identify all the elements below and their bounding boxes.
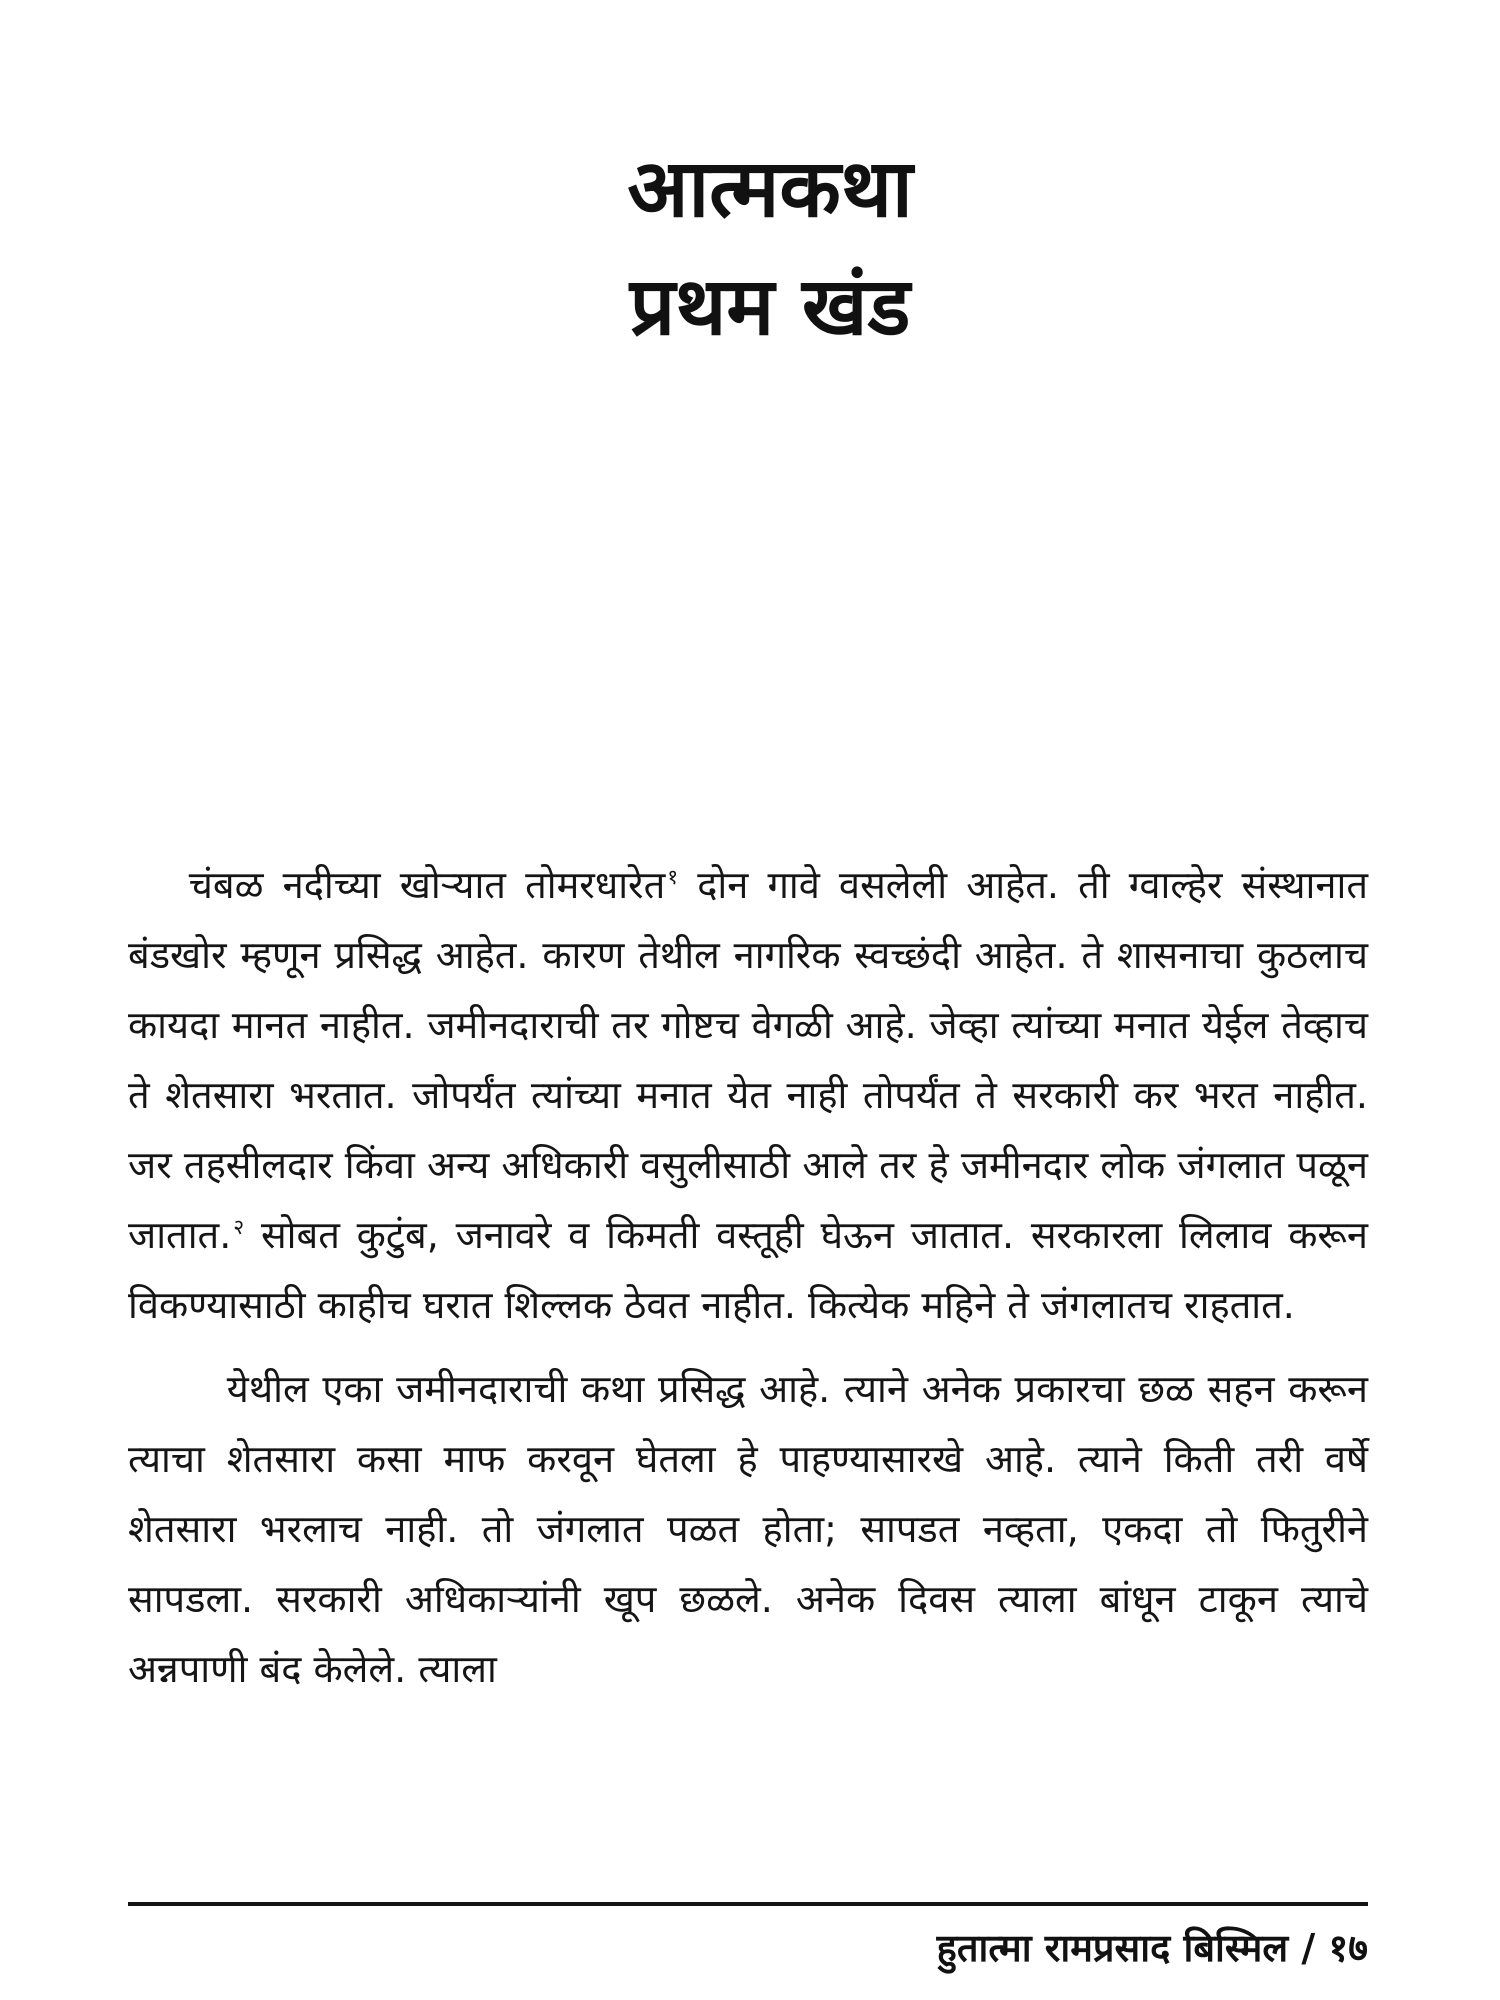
body-text: [128, 850, 1368, 1704]
paragraph-1-part-3: सोबत कुटुंब, जनावरे व किमती वस्तूही घेऊन जातात. सरकारला लिलाव करून विकण्यासाठी काहीच घरात शिल्लक ठेवत नाहीत. कित्येक महिने ते जंगलातच राहतात.: [128, 1213, 1368, 1327]
paragraph-1: [128, 850, 1368, 1340]
chapter-heading: [0, 130, 1500, 366]
paragraph-2: येथील एका जमीनदाराची कथा प्रसिद्ध आहे. त्याने अनेक प्रकारचा छळ सहन करून त्याचा शेतसारा कसा माफ करवून घेतला हे पाहण्यासारखे आहे. त्याने किती तरी वर्षे शेतसारा भरलाच नाही. तो जंगलात पळत होता; सापडत नव्हता, एकदा तो फितुरीने सापडला. सरकारी अधिकाऱ्यांनी खूप छळले. अनेक दिवस त्याला बांधून टाकून त्याचे अन्नपाणी बंद केलेले. त्याला: [128, 1367, 1368, 1691]
running-footer: हुतात्मा रामप्रसाद बिस्मिल / १७: [936, 1926, 1368, 1970]
chapter-subtitle: प्रथम खंड: [629, 260, 911, 353]
chapter-title: आत्मकथा: [627, 142, 913, 235]
footer-divider: [128, 1902, 1368, 1906]
paragraph-1-part-1: चंबळ नदीच्या खोऱ्यात तोमरधारेत: [188, 863, 666, 907]
footnote-marker-1: १: [667, 865, 679, 890]
footnote-marker-2: २: [233, 1215, 245, 1240]
paragraph-1-part-2: दोन गावे वसलेली आहेत. ती ग्वाल्हेर संस्थानात बंडखोर म्हणून प्रसिद्ध आहेत. कारण तेथील नागरिक स्वच्छंदी आहेत. ते शासनाचा कुठलाच कायदा मानत नाहीत. जमीनदाराची तर गोष्टच वेगळी आहे. जेव्हा त्यांच्या मनात येईल तेव्हाच ते शेतसारा भरतात. जोपर्यंत त्यांच्या मनात येत नाही तोपर्यंत ते सरकारी कर भरत नाहीत. जर तहसीलदार किंवा अन्य अधिकारी वसुलीसाठी आले तर हे जमीनदार लोक जंगलात पळून जातात.: [128, 863, 1368, 1257]
